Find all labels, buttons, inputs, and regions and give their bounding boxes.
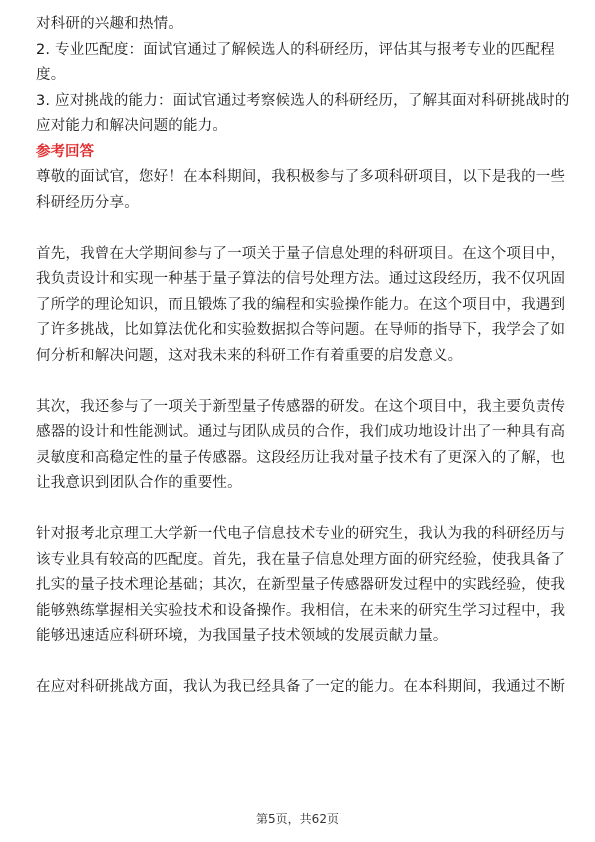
greeting-line-1: 尊敬的面试官，您好！在本科期间，我积极参与了多项科研项目，以下是我的一些 [36, 169, 566, 185]
paragraph-3-line: 能够熟练掌握相关实验技术和设备操作。我相信，在未来的研究生学习过程中，我 [36, 602, 566, 619]
paragraph-3-line: 能够迅速适应科研环境，为我国量子技术领域的发展贡献力量。 [36, 628, 448, 644]
paragraph-1-line: 我负责设计和实现一种基于量子算法的信号处理方法。通过这段经历，我不仅巩固 [36, 271, 566, 287]
paragraph-2-line: 感器的设计和性能测试。通过与团队成员的合作，我们成功地设计出了一种具有高 [36, 424, 566, 440]
paragraph-1-line: 了许多挑战，比如算法优化和实验数据拟合等问题。在导师的指导下，我学会了如 [36, 322, 566, 338]
paragraph-2-line: 其次，我还参与了一项关于新型量子传感器的研发。在这个项目中，我主要负责传 [36, 398, 566, 415]
paragraph-4-line: 在应对科研挑战方面，我认为我已经具备了一定的能力。在本科期间，我通过不断 [36, 679, 566, 695]
paragraph-gap [36, 216, 561, 242]
paragraph-3-line: 扎实的量子技术理论基础；其次，在新型量子传感器研发过程中的实践经验，使我 [36, 577, 566, 593]
document-page [36, 12, 570, 701]
paragraph-2-line: 让我意识到团队合作的重要性。 [36, 475, 242, 491]
point-2-line-2: 度。 [36, 67, 66, 83]
paragraph-3-line: 针对报考北京理工大学新一代电子信息技术专业的研究生，我认为我的科研经历与 [36, 526, 566, 542]
paragraph-1-line: 首先，我曾在大学期间参与了一项关于量子信息处理的科研项目。在这个项目中， [36, 245, 566, 262]
paragraph-1-line: 了所学的理论知识，而且锻炼了我的编程和实验操作能力。在这个项目中，我遇到 [36, 296, 566, 313]
paragraph-gap [36, 497, 561, 523]
page-number-footer: 第5页，共62页 [256, 812, 339, 826]
paragraph-1-line: 何分析和解决问题，这对我未来的科研工作有着重要的启发意义。 [36, 347, 463, 364]
paragraph-gap [36, 650, 561, 676]
paragraph-3-line: 该专业具有较高的匹配度。首先，我在量子信息处理方面的研究经验，使我具备了 [36, 551, 566, 568]
point-3-line-1: 3. 应对挑战的能力：面试官通过考察候选人的科研经历，了解其面对科研挑战时的 [36, 92, 570, 109]
paragraph-2-line: 灵敏度和高稳定性的量子传感器。这段经历让我对量子技术有了更深入的了解，也 [36, 449, 566, 466]
point-3-line-2: 应对能力和解决问题的能力。 [36, 118, 228, 134]
paragraph-gap [36, 369, 561, 395]
point-2-line-1: 2. 专业匹配度：面试官通过了解候选人的科研经历，评估其与报考专业的匹配程 [36, 41, 555, 58]
greeting-line-2: 科研经历分享。 [36, 194, 139, 211]
reference-answer-heading: 参考回答 [36, 143, 94, 160]
intro-tail-text: 对科研的兴趣和热情。 [36, 16, 183, 32]
